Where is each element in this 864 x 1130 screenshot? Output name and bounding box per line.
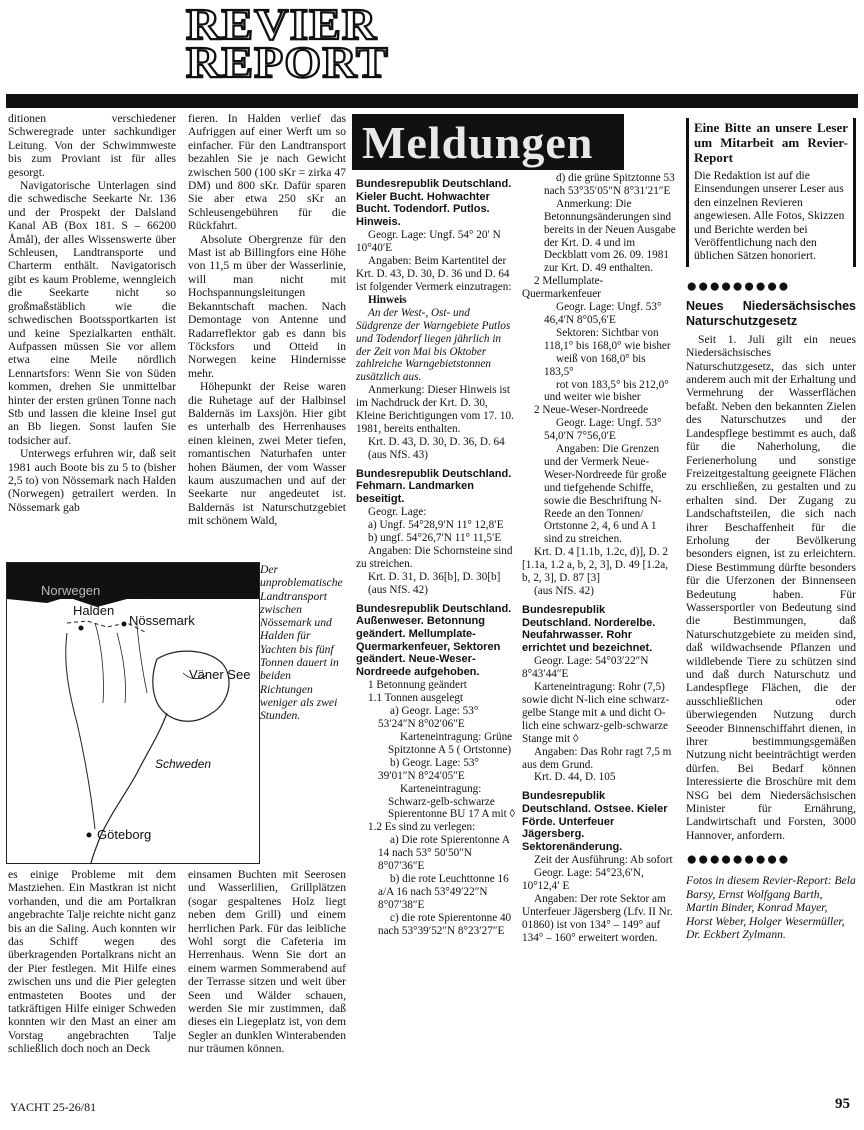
notice-italic-text: An der West-, Ost- und Südgrenze der Warngebiete Putlos und Todendorf liegen jährlich in der Zeit von Mai bis Oktober zahlreiche Warngebietstonnen zusätzlich aus. [356,306,511,384]
notice-line: 1.1 Tonnen ausgelegt [368,692,464,705]
section-banner [352,114,624,170]
column-2-top [188,112,346,528]
notice-line: Sektoren: Sichtbar von 118,1° bis 168,0° wie bisher [544,326,671,352]
notice-line: Karteneintragung: Rohr (7,5) sowie dicht N-lich eine schwarz-gelbe Stange mit ⩓ und dicht O-lich eine schwarz-gelb-schwarze Stange mit ◊ [522,681,670,745]
paragraph: Unterwegs erfuhren wir, daß seit 1981 auch Boote bis zu 5 to (bisher 2,5 to) von Nössemark nach Halden (Norwegen) getrailert werden. In Nössemark gab [8,447,176,514]
masthead-logo [186,0,389,92]
notice-line: a) Die rote Spierentonne A 14 nach 53° 50′50″N 8°07′36″E [378,834,510,873]
map-caption: Der unproblematische Landtransport zwischen Nössemark und Halden für Yachten bis fünf Tonnen dauert in beiden Richtungen weniger als zwei Stunden. [260,563,343,723]
notice-line: Krt. D. 4 [1.1b, 1.2c, d)], D. 2 [1.1a, 1.2 a, b, 2, 3], D. 49 [1.2a, b, 2, 3], D. 87 [3] [522,546,669,585]
article-text: Seit 1. Juli gilt ein neues Niedersächsisches Naturschutzgesetz, das sich unter anderem auch mit der Erhaltung und Vermehrung der Wasserflächen befaßt. Neben den bekannten Zielen des Naturschutzes und der Landespflege bestimmt es auch, daß für die Naherholung, die Ferienerholung und sonstige Freizeitgestaltung geeignete Flächen zu erschließen, zu gestalten und zu erhalten sind. Der Zugang zu Landschaftsteilen, die sich nach ihrer Beschaffenheit für die Erholung der Bevölkerung besonders eignen, ist zu erleichtern. Diese Bestimmung dürfte besonders für die Uferzonen der Binnenseen Bedeutung haben. Für Wassersportler von Bedeutung sind die Bestimmungen, daß Naturschutzgebiete zu meiden sind, daß wildwachsende Pflanzen und wildlebende Tiere zu schützen sind und daß durch Naturschutz und Landespflege Flächen, die der ausschließlichen oder überwiegenden Nutzung durch Seeoder Binnenschiffahrt dienen, in ihrer bestimmungsgemäßen Nutzung nicht beeinträchtigt werden dürfen. Bei Bedarf können Interessierte die Broschüre mit dem NSG bei dem Niedersächsischen Minister für Ernährung, Landwirtschaft und Forsten, 3000 Hannover, anfordern. [686,332,856,842]
notice-line: 1.2 Es sind zu verlegen: [368,821,476,834]
map-label-schweden: Schweden [155,757,212,771]
reader-appeal-box [686,118,856,267]
masthead-line-2: REPORT [186,38,389,87]
notice-line: Krt. D. 43, D. 30, D. 36, D. 64 [368,435,505,448]
notice-line: Anmerkung: Die Betonnungsänderungen sind bereits in der Neuen Ausgabe der Krt. D. 4 und im Deckblatt vom 26. 09. 1981 zur Krt. D. 49 enthalten. [544,197,676,275]
notice-subheading: Hinweis [368,293,407,306]
notice-line: Angaben: Der rote Sektor am Unterfeuer Jägersberg (Lfv. II Nr. 01860) ist von 134° – 149° auf 134° – 160° erweitert worden. [522,893,673,944]
section-title: Meldungen [362,117,594,168]
notice-line: Anmerkung: Dieser Hinweis ist im Nachdruck der Krt. D. 30, Kleine Berichtigungen vom 17. 10. 1981, bereits enthalten. [356,384,514,435]
notice-line: a) Geogr. Lage: 53° 53′24″N 8°02′06″E [378,705,479,731]
notice-line: rot von 183,5° bis 212,0° und weiter wie bisher [544,378,669,404]
notice-line: Geogr. Lage: 54°23,6′N, 10°12,4′ E [522,867,644,893]
notice-line: Angaben: Beim Kartentitel der Krt. D. 43, D. 30, D. 36 und D. 64 ist folgender Vermerk einzutragen: [356,255,512,293]
notice-line: a) Ungf. 54°28,9′N 11° 12,8′E [368,519,504,532]
page-number: 95 [835,1096,850,1112]
notice-heading: Bundesrepublik Deutschland. Außenweser. Betonnung geändert. Mellumplate-Quermarkenfeuer, Sektoren geändert. Neue-Weser-Nordreede aufgehoben. [356,602,512,678]
notice-line: b) die rote Leuchttonne 16 a/A 16 nach 53°49′22″N 8°07′38″E [378,872,509,911]
map-label-norwegen: Norwegen [41,583,101,598]
notice-line: d) die grüne Spitztonne 53 nach 53°35′05″N 8°31′21″E [544,172,675,197]
column-4-notices [522,172,676,945]
notice-line: Geogr. Lage: Ungf. 53° 46,4′N 8°05,6′E [544,301,662,326]
paragraph: Höhepunkt der Reise waren die Ruhetage auf der Halbinsel Baldernäs im Laxsjön. Hier gibt es unterhalb des Herrenhauses einen kleinen, zwei Meter tiefen, romantischen Naturhafen unter hohen Bäumen, der vom Wasser kaum auszumachen und auf der Seekarte nur angedeutet ist. Baldernäs ist Naturschutzgebiet mit schönem Wald, [188,380,346,528]
column-5 [686,118,856,941]
notice-line: 2 Neue-Weser-Nordreede [534,404,649,417]
paragraph: einsamen Buchten mit Seerosen und Wasserlilien, Grillplätzen (sogar gespaltenes Holz liegt neben dem Grill) und einem herrlichen Park. Für das leibliche Wohl sorgt die Cafeteria im Herrenhaus. Wenn Sie dort an einem warmen Sommerabend auf der Terrasse sitzen und weit über Seen und Wälder schauen, werden Sie mir zustimmen, daß dieses ein Liegeplatz ist, von dem Segler an dunklen Winterabenden nur träumen können. [188,868,346,1056]
route-map [6,562,260,864]
notice-line: Zeit der Ausführung: Ab sofort [534,854,673,867]
notice-line: (aus NfS. 42) [368,583,428,596]
masthead-line-1: REVIER [186,0,378,49]
notice-heading: Bundesrepublik Deutschland. Norderelbe. Neufahrwasser. Rohr errichtet und bezeichnet. [522,603,656,654]
notice-line: Geogr. Lage: Ungf. 53° 54,0′N 7°56,0′E [544,417,662,443]
notice-line: Angaben: Das Rohr ragt 7,5 m aus dem Grund. [522,745,672,771]
map-label-halden: Halden [73,603,115,618]
paragraph: fieren. In Halden verlief das Aufriggen auf einer Werft um so einfacher. Für den Landtransport bezahlen Sie je nach Gewicht zwischen 500 (100 sKr = zirka 47 DM) und 800 sKr. Dafür sparen Sie aber etwa 250 sKr an Schleusengebühren für die Rückfahrt. [188,112,346,233]
dots-divider: ●●●●●●●●● [686,275,790,297]
notice-heading: Bundesrepublik Deutschland. Ostsee. Kieler Förde. Unterfeuer Jägersberg. Sektorenänderung. [522,790,668,853]
map-label-vaner-see: Väner See [189,667,251,682]
notice-line: b) ungf. 54°26,7′N 11° 11,5′E [368,532,502,545]
map-label-nossemark: Nössemark [129,613,195,628]
notice-heading: Bundesrepublik Deutschland. Kieler Bucht. Hohwachter Bucht. Todendorf. Putlos. Hinweis. [356,178,512,228]
column-1-top [8,112,176,514]
notice-line: b) Geogr. Lage: 53° 39′01″N 8°24′05″E [378,756,479,782]
paragraph: es einige Probleme mit dem Mastziehen. Ein Mastkran ist nicht vorhanden, und die am Portalkran angebrachte Talje reichte nicht ganz bis an die Saling. Auch konnten wir das Schiff wegen des überkragenden Portalkrans nicht an der Pier festlegen. Mit Hilfe eines zwischen uns und die Pier gelegten entmasteten Bootes und der tatkräftigen Hilfe einiger Schweden konnten wir den Mast an einer am Vorstag angebrachten Talje schließlich doch noch an Deck [8,868,176,1056]
box-text: Die Redaktion ist auf die Einsendungen unserer Leser aus den einzelnen Revieren angewiesen. Alle Fotos, Skizzen und Berichte werden bei Veröffentlichung nach den üblichen Sätzen honoriert. [694,169,845,263]
paragraph: ditionen verschiedener Schweregrade unter sachkundiger Leitung. Von der Schwimmweste bis zum Proviant ist für alles gesorgt. [8,112,176,179]
notice-line: Karteneintragung: Grüne Spitztonne A 5 ( Ortstonne) [388,731,513,756]
paragraph: Absolute Obergrenze für den Mast ist ab Billingfors eine Höhe von 11,5 m über der Wasserlinie, will man nicht mit Hochspannungsleitungen Bekanntschaft machen. Nach Demontage von Antenne und Radarreflektor gab es dann bis Töcksfors und Otteid in Norwegen keine Hindernisse mehr. [188,232,346,380]
notice-line: Geogr. Lage: [368,506,427,519]
paragraph: Navigatorische Unterlagen sind die schwedische Seekarte Nr. 136 und der Prospekt der Dalsland Kanal AB (Box 181. S – 66200 Åmål), der alles Wissenswerte über Schleusen, Landtransporte und Charterm enthält. Navigatorisch gibt es kaum Probleme, wenngleich die Seekarte nicht so großmaßstäblich wie die schwedischen Bootssportkarten ist und keine Spezialkarten enthält. Aufpassen müssen Sie vor allem etwa eine Meile nördlich Lennartsfors: Wenn Sie von Süden kommen, drehen Sie unmittelbar hinter der ersten grünen Tonne nach Stb und lassen die kleine Insel gut an Bb liegen. Sonst laufen Sie todsicher auf. [8,179,176,447]
column-2-bottom [188,868,346,1056]
notice-line: Karteneintragung: Schwarz-gelb-schwarze Spierentonne BU 17 A mit ◊ [388,782,516,821]
box-title: Eine Bitte an unsere Leser um Mitarbeit am Revier-Report [694,120,848,165]
photo-credits: Fotos in diesem Revier-Report: Bela Barsy, Ernst Wolfgang Barth, Martin Binder, Konrad Mayer, Horst Weber, Holger Wesermüller, Dr. Eckbert Zylmann. [686,874,856,941]
footer-issue: YACHT 25-26/81 [10,1100,97,1114]
notice-line: 1 Betonnung geändert [368,679,467,692]
notice-line: Krt. D. 44, D. 105 [534,771,616,784]
column-3-notices [356,172,516,938]
notice-heading: Bundesrepublik Deutschland. Fehmarn. Landmarken beseitigt. [356,467,512,505]
map-graphic [7,563,259,863]
header-bar [6,94,858,108]
notice-line: Geogr. Lage: Ungf. 54° 20′ N 10°40′E [356,229,501,255]
notice-line: weiß von 168,0° bis 183,5° [544,352,646,378]
notice-line: 2 Mellumplate-Quermarkenfeuer [522,275,604,301]
article-heading: Neues Niedersächsisches Naturschutzgesetz [686,298,856,328]
notice-line: Angaben: Die Schornsteine sind zu streichen. [356,545,513,571]
notice-line: Angaben: Die Grenzen und der Vermerk Neue-Weser-Nordreede für große und tiefgehende Schiffe, sowie die Beschriftung N-Reede an den Tonnen/ Ortstonne 2, 4, 6 und A 1 sind zu streichen. [544,443,667,546]
dots-divider: ●●●●●●●●● [686,849,790,871]
notice-line: (aus NfS. 43) [368,448,428,461]
map-label-goteborg: Göteborg [97,827,152,842]
column-1-bottom [8,868,176,1056]
notice-line: Krt. D. 31, D. 36[b], D. 30[b] [368,571,501,583]
notice-line: Geogr. Lage: 54°03′22″N 8°43′44″E [522,655,649,681]
notice-line: c) die rote Spierentonne 40 nach 53°39′52″N 8°23′27″E [378,911,512,937]
notice-line: (aus NfS. 42) [534,585,594,597]
